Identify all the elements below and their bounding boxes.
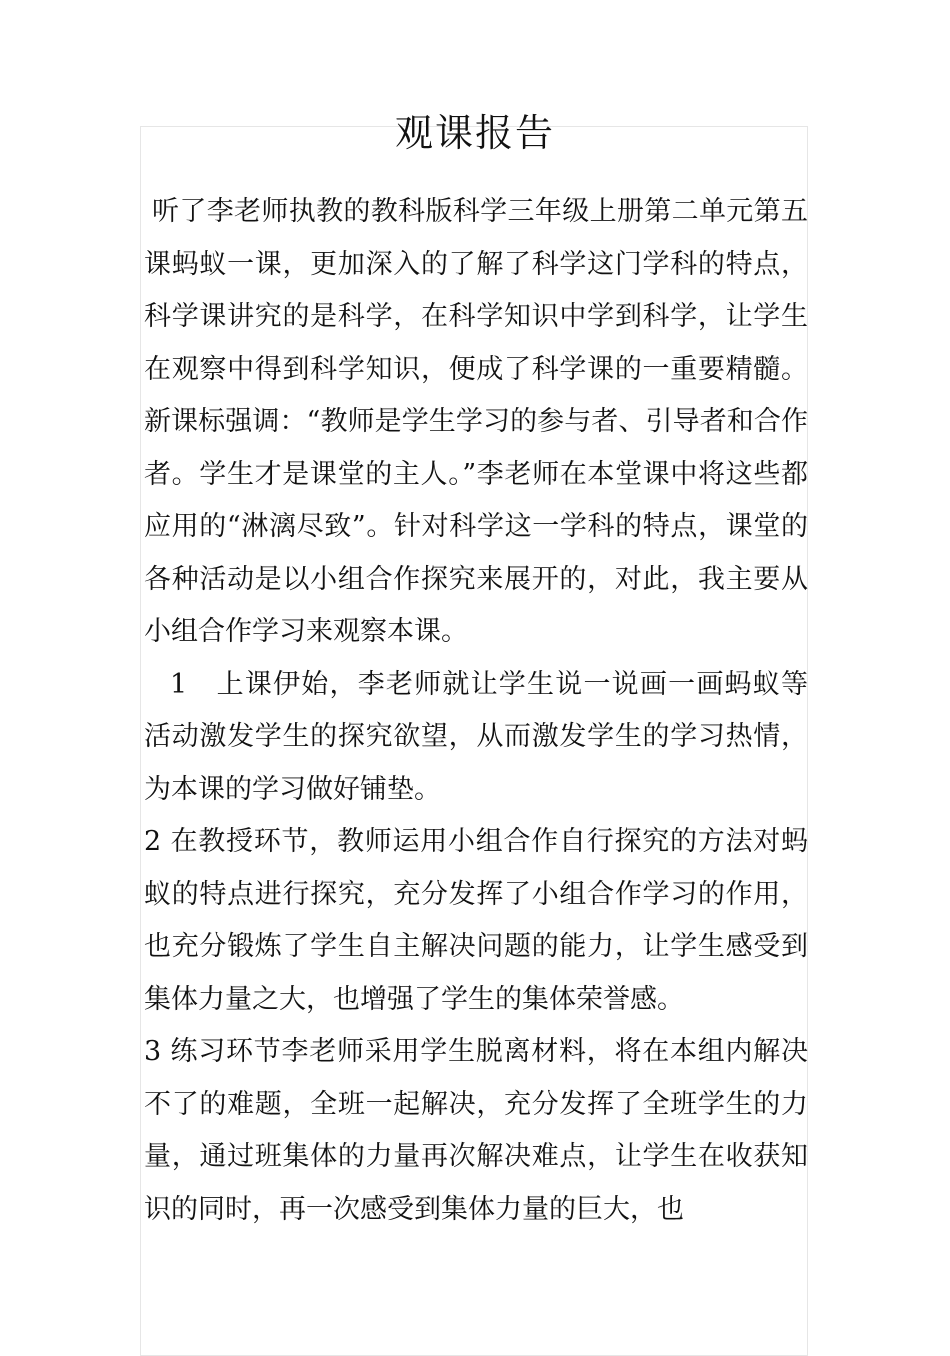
document-body (144, 186, 808, 1236)
paragraph-intro: 听了李老师执教的教科版科学三年级上册第二单元第五课蚂蚁一课，更加深入的了解了科学这门学科的特点，科学课讲究的是科学，在科学知识中学到科学，让学生在观察中得到科学知识，便成了科学课的一重要精髓。新课标强调：“教师是学生学习的参与者、引导者和合作者。学生才是课堂的主人。”李老师在本堂课中将这些都应用的“淋漓尽致”。针对科学这一学科的特点，课堂的各种活动是以小组合作探究来展开的，对此，我主要从小组合作学习来观察本课。 (144, 196, 808, 647)
paragraph-point-1: 1 上课伊始，李老师就让学生说一说画一画蚂蚁等活动激发学生的探究欲望，从而激发学生的学习热情，为本课的学习做好铺垫。 (144, 668, 808, 805)
document-title: 观课报告 (394, 111, 555, 155)
paragraph-point-2: 2 在教授环节，教师运用小组合作自行探究的方法对蚂蚁的特点进行探究，充分发挥了小组合作学习的作用，也充分锻炼了学生自主解决问题的能力，让学生感受到集体力量之大，也增强了学生的集体荣誉感。 (144, 826, 808, 1015)
paragraph-point-3: 3 练习环节李老师采用学生脱离材料，将在本组内解决不了的难题，全班一起解决，充分发挥了全班学生的力量，通过班集体的力量再次解决难点，让学生在收获知识的同时，再一次感受到集体力量的巨大，也 (144, 1036, 808, 1225)
